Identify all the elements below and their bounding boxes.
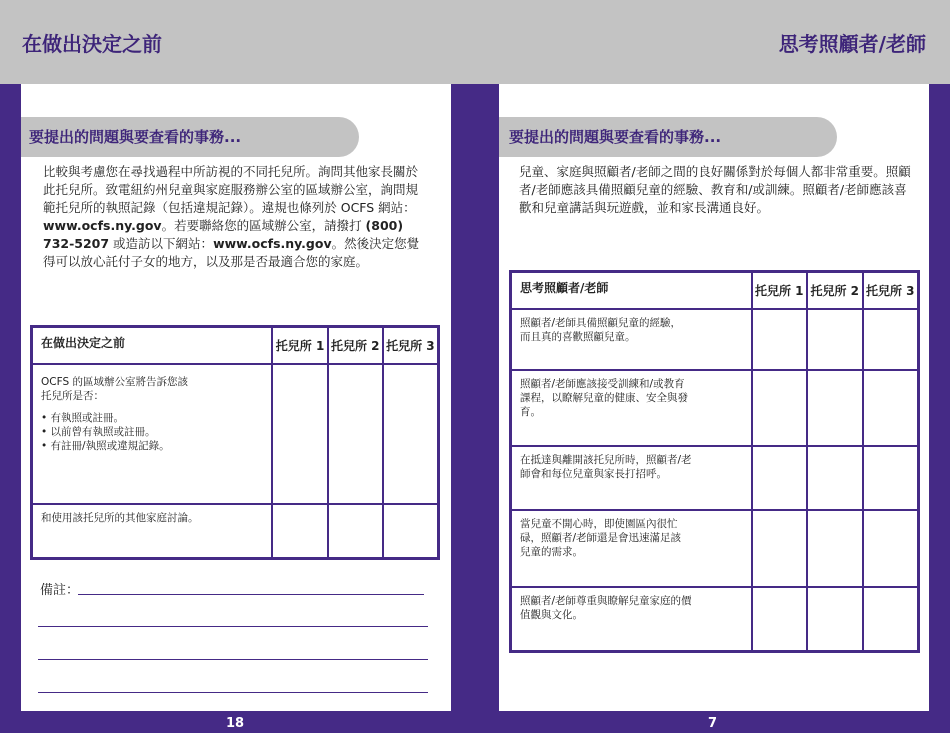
checkbox-cell[interactable]: [328, 364, 383, 504]
checkbox-cell[interactable]: [752, 446, 807, 510]
checkbox-cell[interactable]: [807, 309, 862, 370]
left-border: [0, 84, 21, 733]
checkbox-cell[interactable]: [807, 587, 862, 652]
column-header: 托兒所 1: [752, 272, 807, 309]
paragraph-text: 。然後決定您覺得可以放心託付子女的地方，以及那是否最適合您的家庭。: [43, 236, 420, 269]
phone-number: (800) 732-5207: [43, 218, 404, 251]
notes-label: 備註：: [40, 583, 80, 598]
checkbox-cell[interactable]: [272, 364, 327, 504]
row-text: 當兒童不開心時，即使園區內很忙碌，照顧者/老師還是會迅速滿足該兒童的需求。: [520, 517, 682, 558]
right-intro-paragraph: 兒童、家庭與照顧者/老師之間的良好關係對於每個人都非常重要。照顧者/老師應該具備照顧兒童的經驗、教育和/或訓練。照顧者/老師應該喜歡和兒童講話與玩遊戲，並和家長溝通良好。: [519, 164, 911, 215]
row-text: OCFS 的區域辦公室將告訴您該托兒所是否：: [41, 375, 188, 402]
right-page-title: 思考照顧者/老師: [778, 32, 926, 56]
checkbox-cell[interactable]: [863, 446, 919, 510]
left-page-title: 在做出決定之前: [22, 32, 162, 56]
footer-bar: [0, 711, 950, 733]
table-row: [32, 364, 439, 504]
notes-line[interactable]: [78, 594, 424, 595]
checkbox-cell[interactable]: [752, 309, 807, 370]
checkbox-cell[interactable]: [807, 510, 862, 587]
row-text: 照顧者/老師具備照顧兒童的經驗，而且真的喜歡照顧兒童。: [520, 316, 682, 343]
table-row: [511, 446, 919, 510]
row-label: [32, 364, 273, 504]
column-header: 托兒所 3: [863, 272, 919, 309]
checkbox-cell[interactable]: [807, 446, 862, 510]
checkbox-cell[interactable]: [863, 370, 919, 446]
table-row: [511, 309, 919, 370]
column-header: 托兒所 3: [383, 327, 439, 364]
table-row: [511, 370, 919, 446]
paragraph-text: 或造訪以下網站：: [109, 236, 214, 251]
page-number: 7: [708, 716, 718, 731]
list-item: • 以前曾有執照或註冊。: [41, 425, 263, 439]
column-header: 托兒所 1: [272, 327, 327, 364]
checkbox-cell[interactable]: [752, 587, 807, 652]
row-label: [511, 510, 752, 587]
notes-line[interactable]: [38, 692, 428, 693]
row-label: [511, 446, 752, 510]
left-section-tab: 要提出的問題與要查看的事務...: [21, 117, 359, 157]
left-intro-paragraph: [43, 163, 428, 271]
row-text: 照顧者/老師尊重與瞭解兒童家庭的價值觀與文化。: [520, 594, 692, 621]
paragraph-text: 。若要聯絡您的區域辦公室，請撥打: [161, 218, 366, 233]
paragraph-text: 比較與考慮您在尋找過程中所訪視的不同托兒所。詢問其他家長關於此托兒所。致電紐約州兒童與家庭服務辦公室的區域辦公室，詢問規範托兒所的執照記錄（包括違規記錄）。違規也條列於 OCFS 網站：: [43, 164, 419, 215]
checkbox-cell[interactable]: [752, 370, 807, 446]
checkbox-cell[interactable]: [272, 504, 327, 559]
table-row: [32, 504, 439, 559]
checkbox-cell[interactable]: [752, 510, 807, 587]
list-item: • 有執照或註冊。: [41, 411, 263, 425]
checkbox-cell[interactable]: [863, 309, 919, 370]
website-link[interactable]: www.ocfs.ny.gov: [43, 218, 162, 233]
table-row: [511, 587, 919, 652]
right-checklist-table: [509, 270, 920, 653]
row-label: [511, 370, 752, 446]
checkbox-cell[interactable]: [383, 504, 439, 559]
left-checklist-table: [30, 325, 440, 560]
checkbox-cell[interactable]: [328, 504, 383, 559]
row-text: 照顧者/老師應該接受訓練和/或教育課程，以瞭解兒童的健康、安全與發育。: [520, 377, 688, 418]
checkbox-cell[interactable]: [863, 587, 919, 652]
column-header: 托兒所 2: [807, 272, 862, 309]
table-header-label: 思考照顧者/老師: [511, 272, 752, 309]
bullet-list: [41, 411, 263, 453]
checkbox-cell[interactable]: [383, 364, 439, 504]
website-link[interactable]: www.ocfs.ny.gov: [213, 236, 332, 251]
row-label: [511, 587, 752, 652]
checkbox-cell[interactable]: [807, 370, 862, 446]
right-border: [929, 84, 950, 733]
right-section-tab: 要提出的問題與要查看的事務...: [499, 117, 837, 157]
notes-line[interactable]: [38, 626, 428, 627]
notes-line[interactable]: [38, 659, 428, 660]
table-row: [511, 510, 919, 587]
row-text: 和使用該托兒所的其他家庭討論。: [41, 511, 199, 524]
row-label: [511, 309, 752, 370]
checkbox-cell[interactable]: [863, 510, 919, 587]
column-header: 托兒所 2: [328, 327, 383, 364]
row-label: [32, 504, 273, 559]
page-number: 18: [226, 716, 245, 731]
list-item: • 有註冊/執照或違規記錄。: [41, 439, 263, 453]
table-header-label: 在做出決定之前: [32, 327, 273, 364]
row-text: 在抵達與離開該托兒所時，照顧者/老師會和每位兒童與家長打招呼。: [520, 453, 692, 480]
center-gutter: [451, 84, 499, 733]
